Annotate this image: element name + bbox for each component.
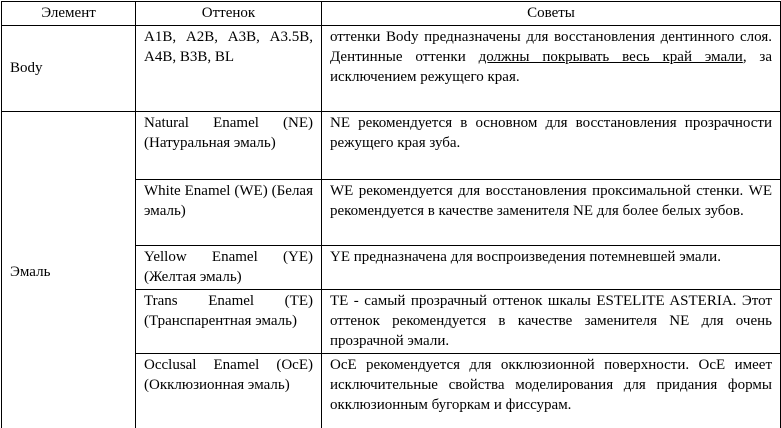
shade-cell-yellow-enamel: Yellow Enamel (YE) (Желтая эмаль) [136,246,322,290]
shade-cell-trans-enamel: Trans Enamel (TE) (Транспарентная эмаль) [136,290,322,354]
table-row-natural-enamel [2,112,781,180]
tip-cell-body [322,26,781,112]
element-cell-enamel: Эмаль [2,112,136,428]
column-header-tips: Советы [322,2,781,26]
tip-cell-natural-enamel: NE рекомендуется в основном для восстановления прозрачности режущего края зуба. [322,112,781,180]
tip-cell-occlusal-enamel: OcE рекомендуется для окклюзионной поверхности. OcE имеет исключительные свойства моделирования для придания формы окклюзионным бугоркам и фиссурам. [322,354,781,428]
shade-cell-occlusal-enamel: Occlusal Enamel (OcE) (Окклюзионная эмаль) [136,354,322,428]
column-header-shade: Оттенок [136,2,322,26]
shade-cell-natural-enamel: Natural Enamel (NE) (Натуральная эмаль) [136,112,322,180]
tip-cell-trans-enamel: TE - самый прозрачный оттенок шкалы ESTELITE ASTERIA. Этот оттенок рекомендуется в качестве заменителя NE для очень прозрачной эмали. [322,290,781,354]
tip-cell-yellow-enamel: YE предназначена для воспроизведения потемневшей эмали. [322,246,781,290]
header-row [2,2,781,26]
tip-cell-white-enamel: WE рекомендуется для восстановления проксимальной стенки. WE рекомендуется в качестве заменителя NE для более белых зубов. [322,180,781,246]
tip-text-body-underlined: должны покрывать весь край эмали [478,49,743,65]
shade-cell-body: A1B, A2B, A3B, A3.5B, A4B, B3B, BL [136,26,322,112]
column-header-element: Элемент [2,2,136,26]
tip-text-body-after: , за исключением режущего края. [330,49,773,85]
table-row-body [2,26,781,112]
element-cell-body: Body [2,26,136,112]
shade-cell-white-enamel: White Enamel (WE) (Белая эмаль) [136,180,322,246]
tip-text-body-before: оттенки Body предназначены для восстановления дентинного слоя. Дентинные оттенки [330,29,772,65]
shade-guide-table [1,1,781,428]
